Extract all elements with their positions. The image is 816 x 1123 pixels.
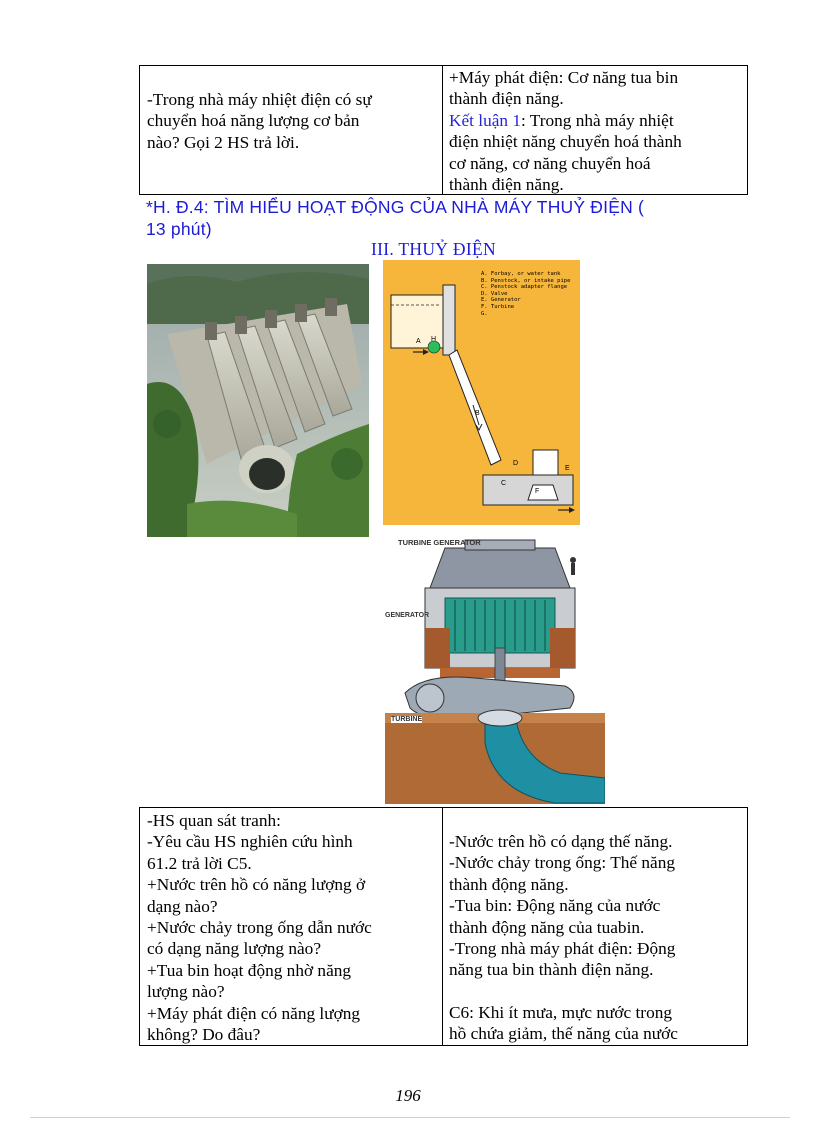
section-heading: *H. Đ.4: TÌM HIỂU HOẠT ĐỘNG CỦA NHÀ MÁY THUỶ ĐIỆN ( 13 phút) [146, 197, 645, 239]
diagram-label-a: A [416, 338, 421, 345]
diagram-legend: A. Forbay, or water tank B. Penstock, or intake pipe C. Penstock adapter flange D. Valve E. Generator F. Turbine G. [481, 271, 571, 317]
diagram-label-b: B [475, 410, 480, 417]
diagram-label-f: F [535, 488, 540, 495]
bottom-table-cover [139, 1046, 751, 1060]
section-subheading: III. THUỶ ĐIỆN [371, 239, 496, 259]
page-number: 196 [395, 1086, 421, 1105]
diagram-label-e: E [565, 465, 570, 472]
footer-rule [30, 1117, 790, 1118]
conclusion-line: Kết luận 1: Trong nhà máy nhiệt [449, 110, 674, 130]
diagram-label-d: D [513, 460, 519, 467]
turbine-generator-figure [385, 528, 605, 804]
dam-photo [147, 264, 369, 537]
bottom-right-answers: -Nước trên hồ có dạng thế năng. -Nước chảy trong ống: Thế năng thành động năng. -Tua bin: Động năng của nước thành động năng của tuabin. -Trong nhà máy phát điện: Động năng tua bin thành điện năng. [449, 832, 676, 980]
turbine-figure-title: TURBINE GENERATOR [398, 538, 481, 547]
diagram-label-c: C [501, 480, 507, 487]
diagram-label-h: H [431, 336, 437, 343]
bottom-table-divider [442, 807, 443, 1047]
conclusion-label: Kết luận 1 [449, 110, 521, 130]
turbine-figure-generator-label: GENERATOR [385, 612, 430, 619]
top-table-divider [442, 65, 443, 195]
top-left-question: -Trong nhà máy nhiệt điện có sự chuyển hoá năng lượng cơ bản nào? Gọi 2 HS trả lời. [147, 90, 372, 152]
turbine-figure-turbine-label: TURBINE [391, 716, 423, 723]
bottom-left-questions: -HS quan sát tranh: -Yêu cầu HS nghiên cứu hình 61.2 trả lời C5. +Nước trên hồ có năng lượng ở dạng nào? +Nước chảy trong ống dẫn nước có dạng năng lượng nào? +Tua bin hoạt động nhờ năng lượng nào? +Máy phát điện có năng lượng không? Do đâu? [147, 811, 372, 1045]
top-right-answer: +Máy phát điện: Cơ năng tua bin thành điện năng. Kết luận 1: Trong nhà máy nhiệt điện nhiệt năng chuyển hoá thành cơ năng, cơ năng chuyển hoá thành điện năng. [449, 67, 745, 195]
bottom-right-c6: C6: Khi ít mưa, mực nước trong hồ chứa giảm, thế năng của nước [449, 1003, 678, 1044]
hydro-diagram [383, 260, 580, 525]
